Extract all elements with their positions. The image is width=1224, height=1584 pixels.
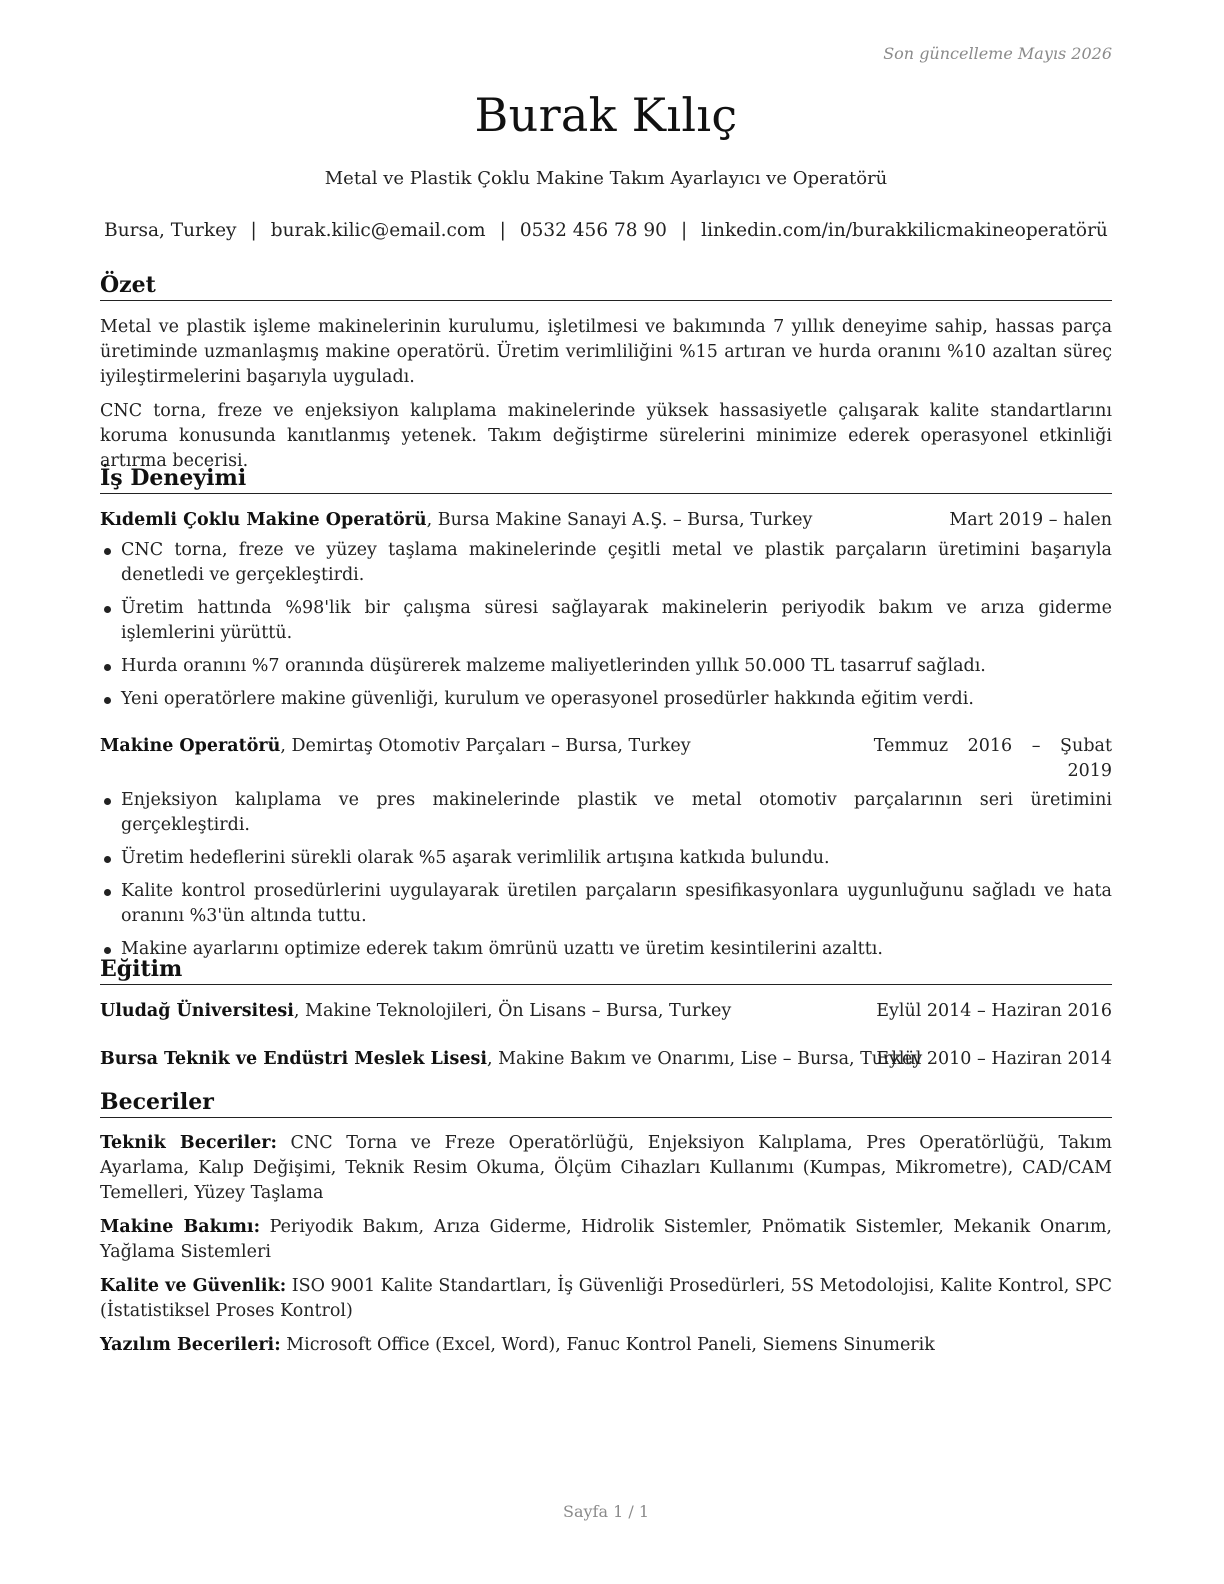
candidate-name: Burak Kılıç xyxy=(474,88,738,142)
contact-phone: 0532 456 78 90 xyxy=(519,220,667,241)
skill-list: Periyodik Bakım, Arıza Giderme, Hidrolik Sistemler, Pnömatik Sistemler, Mekanik Onarım, Yağlama Sistemleri xyxy=(100,1217,1112,1262)
job-details: , Bursa Makine Sanayi A.Ş. – Bursa, Turkey xyxy=(426,510,813,530)
job-bullet: Üretim hedeflerini sürekli olarak %5 aşarak verimlilik artışına katkıda bulundu. xyxy=(100,846,1112,871)
section-title-summary: Özet xyxy=(100,272,1112,301)
skill-list: ISO 9001 Kalite Standartları, İş Güvenliği Prosedürleri, 5S Metodolojisi, Kalite Kontrol, SPC (İstatistiksel Proses Kontrol) xyxy=(100,1276,1112,1321)
skill-list: CNC Torna ve Freze Operatörlüğü, Enjeksiyon Kalıplama, Pres Operatörlüğü, Takım Ayarlama, Kalıp Değişimi, Teknik Resim Okuma, Ölçüm Cihazları Kullanımı (Kumpas, Mikrometre), CAD/CAM Temelleri, Yüzey Taşlama xyxy=(100,1133,1112,1203)
contact-email[interactable]: burak.kilic@email.com xyxy=(270,220,486,241)
job-role: Makine Operatörü xyxy=(100,736,281,756)
last-updated: Son güncelleme Mayıs 2026 xyxy=(883,44,1112,63)
contact-separator: | xyxy=(499,220,506,241)
skill-label: Yazılım Becerileri: xyxy=(100,1335,281,1355)
headline: Metal ve Plastik Çoklu Makine Takım Ayarlayıcı ve Operatörü xyxy=(324,168,888,189)
school-details: , Makine Teknolojileri, Ön Lisans – Bursa, Turkey xyxy=(293,1001,732,1021)
school-details: , Makine Bakım ve Onarımı, Lise – Bursa, Turkey xyxy=(487,1049,923,1069)
section-title-skills: Beceriler xyxy=(100,1089,1112,1118)
job-bullet: CNC torna, freze ve yüzey taşlama makinelerinde çeşitli metal ve plastik parçaların üretimini başarıyla denetledi ve gerçekleştirdi. xyxy=(100,538,1112,588)
contact-separator: | xyxy=(680,220,688,241)
skill-label: Teknik Beceriler: xyxy=(100,1133,277,1153)
job-bullets xyxy=(100,538,1112,720)
job-dates: Mart 2019 – halen xyxy=(949,510,1112,530)
skill-label: Makine Bakımı: xyxy=(100,1217,261,1237)
job-bullet: Üretim hattında %98'lik bir çalışma süresi sağlayarak makinelerin periyodik bakım ve arıza giderme işlemlerini yürüttü. xyxy=(100,596,1112,646)
contact-linkedin[interactable]: linkedin.com/in/burakkilicmakineoperatörü xyxy=(701,220,1108,241)
job-bullet: Enjeksiyon kalıplama ve pres makinelerinde plastik ve metal otomotiv parçalarının seri üretimini gerçekleştirdi. xyxy=(100,788,1112,838)
contact-location: Bursa, Turkey xyxy=(104,220,237,241)
section-title-experience: İş Deneyimi xyxy=(100,465,1112,494)
job-bullet: Kalite kontrol prosedürlerini uygulayarak üretilen parçaların spesifikasyonlara uygunluğunu sağladı ve hata oranını %3'ün altında tuttu. xyxy=(100,879,1112,929)
school-name: Uludağ Üniversitesi xyxy=(100,1001,294,1021)
summary-paragraph: CNC torna, freze ve enjeksiyon kalıplama makinelerinde yüksek hassasiyetle çalışarak kalite standartlarını koruma konusunda kanıtlanmış yetenek. Takım değiştirme sürelerini minimize ederek operasyonel etkinliği artırma becerisi. xyxy=(100,401,1112,471)
job-bullet: Makine ayarlarını optimize ederek takım ömrünü uzattı ve üretim kesintilerini azalttı. xyxy=(100,937,1112,962)
page-number: Sayfa 1 / 1 xyxy=(562,1502,649,1521)
resume-page xyxy=(100,0,1112,1584)
contact-separator: | xyxy=(250,220,257,241)
school-dates: Eylül 2010 – Haziran 2014 xyxy=(876,1049,1112,1069)
skill-group xyxy=(100,1131,1112,1206)
summary-paragraph: Metal ve plastik işleme makinelerinin kurulumu, işletilmesi ve bakımında 7 yıllık deneyime sahip, hassas parça üretiminde uzmanlaşmış makine operatörü. Üretim verimliliğini %15 artıran ve hurda oranını %10 azaltan süreç iyileştirmelerini başarıyla uyguladı. xyxy=(100,317,1112,387)
job-dates-line: 2019 xyxy=(1067,761,1112,781)
skill-label: Kalite ve Güvenlik: xyxy=(100,1276,287,1296)
job-bullet: Hurda oranını %7 oranında düşürerek malzeme maliyetlerinden yıllık 50.000 TL tasarruf sağladı. xyxy=(100,654,1112,679)
skill-list: Microsoft Office (Excel, Word), Fanuc Kontrol Paneli, Siemens Sinumerik xyxy=(280,1335,935,1355)
skill-group xyxy=(100,1215,1112,1265)
job-dates xyxy=(874,734,1112,784)
skill-group xyxy=(100,1333,1112,1358)
job-role: Kıdemli Çoklu Makine Operatörü xyxy=(100,510,427,530)
job-bullets xyxy=(100,788,1112,970)
contact-line xyxy=(100,220,1112,241)
job-details: , Demirtaş Otomotiv Parçaları – Bursa, Turkey xyxy=(280,736,691,756)
job-dates-line: Temmuz 2016 – Şubat xyxy=(873,736,1112,756)
school-dates: Eylül 2014 – Haziran 2016 xyxy=(876,1001,1112,1021)
section-title-education: Eğitim xyxy=(100,956,1112,985)
school-name: Bursa Teknik ve Endüstri Meslek Lisesi xyxy=(100,1049,487,1069)
skill-group xyxy=(100,1274,1112,1324)
job-bullet: Yeni operatörlere makine güvenliği, kurulum ve operasyonel prosedürler hakkında eğitim verdi. xyxy=(100,687,1112,712)
